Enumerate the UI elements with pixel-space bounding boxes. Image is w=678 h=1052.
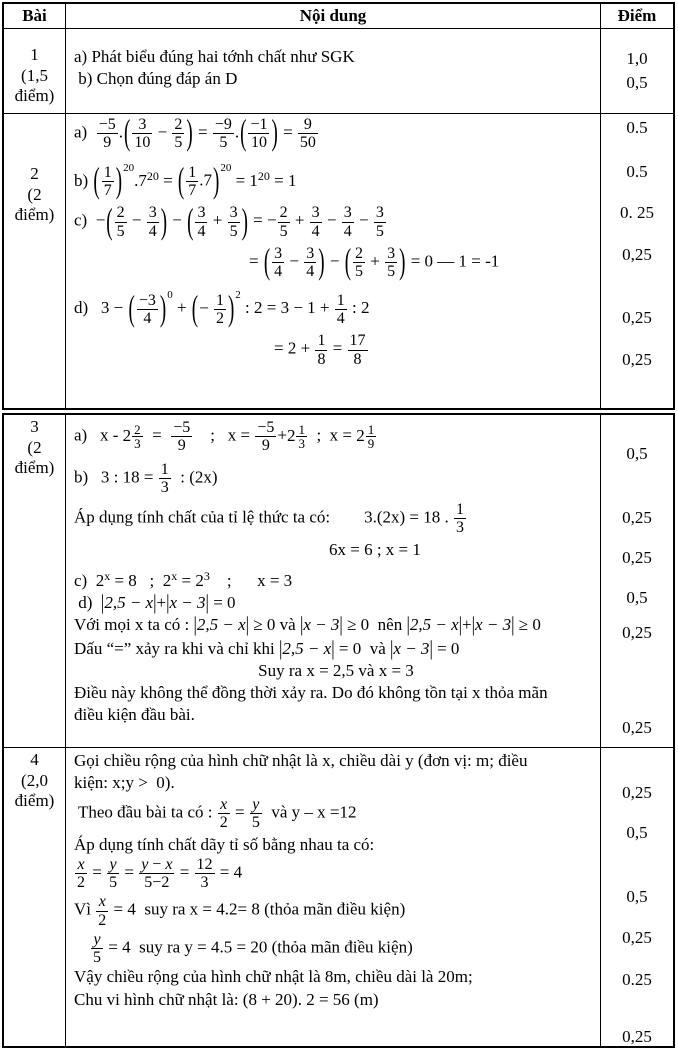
fraction: $\frac{9}{50}$	[299, 116, 316, 152]
math-text: = 0 — 1 = -1	[406, 251, 500, 271]
points-cell	[601, 748, 673, 1046]
fraction: $\frac{2}{3}$	[134, 421, 141, 452]
math-text: = 1	[269, 170, 297, 190]
fraction: $\frac{3}{4}$	[197, 204, 206, 240]
header-cell-diem: Điểm	[617, 6, 657, 25]
score-value: 0,5	[626, 823, 648, 842]
power: $7^{20}$	[138, 168, 159, 190]
abs-value: |2,5 − x|	[406, 612, 463, 637]
math-text: =	[193, 122, 212, 142]
content-line	[74, 461, 598, 497]
score-value: 0.5	[626, 118, 648, 137]
score-value: 0.5	[626, 162, 648, 181]
points-cell	[601, 29, 673, 113]
math-text: Áp dụng tính chất của tỉ lệ thức ta có: 3.(2x) = 18 .	[74, 507, 454, 527]
header-cell-bai: Bài	[4, 4, 66, 28]
math-text: = 4 suy ra y = 4.5 = 20 (thỏa mãn điều kiện)	[104, 937, 413, 957]
math-text: = −	[248, 211, 277, 231]
math-text: .7	[199, 170, 212, 190]
fraction: $\frac{3}{5}$	[375, 204, 384, 240]
abs-value: |2,5 − x|	[193, 612, 250, 637]
abs-value: |x − 3|	[390, 636, 433, 661]
fraction: $\frac{3}{4}$	[306, 244, 315, 281]
score-value: 0,5	[626, 444, 648, 463]
fraction: $\frac{3}{10}$	[134, 116, 151, 152]
math-text: +	[462, 614, 472, 634]
power: $1^{20}$	[249, 168, 270, 190]
paren-group: ( $\frac{-3}{4}$ )	[128, 289, 167, 330]
content-line	[74, 989, 598, 1011]
fraction: $\frac{y - x}{5-2}$	[141, 855, 173, 892]
math-text: a)	[74, 122, 96, 142]
table-row	[4, 415, 673, 747]
exercise-label: 3 (2 điểm)	[14, 417, 55, 478]
content-line	[74, 46, 598, 68]
table-header	[4, 4, 673, 29]
math-text: ; x =	[307, 425, 357, 445]
fraction: $\frac{1}{3}$	[160, 460, 169, 496]
fraction: $\frac{1}{4}$	[336, 291, 345, 328]
content-line	[74, 501, 598, 537]
math-text: +	[172, 298, 191, 318]
score-value: 0,25	[622, 623, 652, 642]
math-text: =	[143, 425, 171, 445]
fraction: $\frac{3}{4}$	[274, 244, 283, 281]
exercise-cell	[4, 29, 66, 113]
fraction: $\frac{-3}{4}$	[138, 291, 156, 328]
math-text: Suy ra x = 2,5 và x = 3	[258, 661, 414, 681]
math-text: Vậy chiều rộng của hình chữ nhật là 8m, chiều dài là 20m;	[74, 967, 473, 987]
math-text: .	[234, 122, 240, 142]
mixed-number: 2 $\frac{1}{3}$	[287, 426, 308, 445]
content-cell	[66, 415, 601, 747]
math-text: −	[322, 211, 341, 231]
fraction: $\frac{3}{4}$	[311, 204, 320, 240]
fraction: $\frac{3}{4}$	[343, 204, 352, 240]
content-line	[74, 893, 598, 929]
exponent: 0	[167, 289, 173, 302]
math-text: = 0	[432, 638, 460, 658]
math-text: +	[366, 251, 385, 271]
paren-group: ( $\frac{2}{5}$ − $\frac{3}{4}$ )	[106, 202, 168, 243]
fraction: $\frac{x}{2}$	[98, 893, 107, 929]
math-text: b) Chọn đúng đáp án D	[74, 69, 238, 89]
math-text: = 0 và	[334, 638, 390, 658]
score-value: 0,25	[622, 783, 652, 802]
points-cell	[601, 415, 673, 747]
score-value: 0,25	[622, 1027, 652, 1046]
math-text: =	[177, 570, 196, 590]
fraction: $\frac{1}{2}$	[215, 291, 224, 328]
score-value: 0,25	[622, 928, 652, 947]
fraction: $\frac{2}{5}$	[116, 204, 125, 240]
content-line	[74, 202, 598, 243]
content-line	[74, 592, 598, 614]
fraction: $\frac{3}{5}$	[387, 244, 396, 281]
math-text: d)	[74, 592, 101, 612]
paren-group: ( $\frac{3}{4}$ + $\frac{3}{5}$ )	[187, 202, 248, 243]
content-line	[74, 856, 598, 892]
fraction: $\frac{17}{8}$	[349, 332, 366, 368]
points-cell	[601, 114, 673, 408]
content-line	[74, 750, 598, 772]
content-line	[74, 660, 598, 682]
math-text: a) x -	[74, 425, 123, 445]
paren-group: ( $\frac{1}{7}$ )	[93, 161, 123, 202]
content-line	[74, 116, 598, 152]
fraction: $\frac{y}{5}$	[93, 930, 101, 967]
exercise-cell	[4, 415, 66, 747]
content-line	[74, 796, 598, 832]
abs-value: |x − 3|	[471, 612, 515, 637]
math-text: b) 3 : 18 =	[74, 467, 158, 487]
content-line	[74, 772, 598, 794]
math-text: +	[290, 211, 309, 231]
answer-table	[2, 2, 675, 1048]
math-text: +	[277, 425, 287, 445]
score-value: 0,25	[622, 548, 652, 567]
paren-group: (− $\frac{1}{2}$ )	[191, 289, 235, 330]
math-text: −	[199, 298, 213, 318]
exercise-label: 2 (2 điểm)	[14, 164, 55, 225]
fraction: $\frac{-5}{9}$	[257, 419, 275, 455]
content-line	[249, 242, 598, 283]
math-text: −	[354, 211, 373, 231]
fraction: $\frac{-9}{5}$	[214, 116, 232, 152]
paren-group: ( $\frac{2}{5}$ + $\frac{3}{5}$ )	[344, 242, 406, 283]
content-line	[74, 704, 598, 726]
content-line	[74, 68, 598, 90]
mixed-number: 2 $\frac{2}{3}$	[123, 426, 144, 445]
power: $2^3$	[195, 568, 210, 590]
math-text: b)	[74, 170, 93, 190]
score-value: 0,25	[622, 508, 652, 527]
abs-value: |2,5 − x|	[279, 636, 335, 661]
score-value: 0,5	[626, 73, 648, 92]
fraction: $\frac{1}{9}$	[367, 421, 375, 452]
math-text: .	[118, 122, 123, 142]
math-text: =	[158, 170, 177, 190]
score-value: 0,5	[626, 887, 648, 906]
fraction: $\frac{x}{2}$	[219, 796, 228, 832]
math-text: Theo đầu bài ta có :	[74, 802, 217, 822]
content-line	[74, 419, 598, 455]
power: 2$^x$	[162, 568, 178, 590]
fraction: $\frac{1}{3}$	[456, 501, 465, 537]
content-line	[274, 332, 598, 368]
math-text: = 4 suy ra x = 4.2= 8 (thỏa mãn điều kiện)	[109, 900, 406, 920]
math-text: .	[134, 170, 139, 190]
math-text: =	[328, 338, 347, 358]
math-text: Vì	[74, 900, 96, 920]
math-text: = 8 ;	[110, 570, 163, 590]
score-value: 1,0	[626, 49, 648, 68]
math-text: Gọi chiều rộng của hình chữ nhật là x, chiều dài y (đơn vị: m; điều	[74, 751, 528, 770]
math-text: : 2	[347, 298, 370, 318]
table-row	[4, 29, 673, 113]
fraction: $\frac{2}{5}$	[355, 244, 364, 281]
math-text: Áp dụng tính chất dãy tỉ số bằng nhau ta có:	[74, 834, 375, 854]
math-text: a) Phát biểu đúng hai tớnh chất như SGK	[74, 47, 355, 66]
math-text: −	[168, 211, 187, 231]
math-text: Dấu “=” xảy ra khi và chỉ khi	[74, 638, 280, 658]
exercise-cell	[4, 114, 66, 408]
table-row	[4, 747, 673, 1046]
math-text: −	[153, 122, 172, 142]
math-text: =	[278, 122, 297, 142]
abs-value: |2,5 − x|	[100, 590, 157, 615]
math-text: −	[325, 251, 344, 271]
fraction: $\frac{2}{5}$	[279, 204, 288, 240]
content-line	[74, 638, 598, 660]
math-text: Điều này không thể đồng thời xảy ra. Do đó không tồn tại x thỏa mãn	[74, 683, 548, 703]
fraction: $\frac{y}{5}$	[109, 855, 118, 892]
math-text: ≥ 0 nên	[342, 614, 407, 634]
math-text: = 0	[208, 592, 236, 612]
exercise-label: 1 (1,5 điểm)	[14, 45, 55, 106]
paren-group: ( $\frac{3}{10}$ − $\frac{2}{5}$ )	[124, 114, 193, 154]
content-cell	[66, 748, 601, 1046]
mixed-number: 2 $\frac{1}{9}$	[356, 426, 377, 445]
math-text: kiện: x;y > 0).	[74, 773, 175, 793]
math-text: =	[88, 862, 107, 882]
math-text: ; x =	[193, 425, 255, 445]
fraction: $\frac{x}{2}$	[77, 855, 85, 892]
math-text: ; x = 3	[209, 570, 293, 590]
fraction: $\frac{1}{7}$	[103, 163, 112, 200]
score-value: 0,5	[626, 588, 648, 607]
header-cell-noidung: Nội dung	[66, 4, 601, 28]
math-text: =	[120, 862, 139, 882]
score-value: 0.25	[622, 970, 652, 989]
paren-group: ( $\frac{3}{4}$ − $\frac{3}{4}$ )	[263, 242, 325, 283]
content-line	[74, 834, 598, 856]
content-cell	[66, 29, 601, 113]
math-text: +	[208, 211, 227, 231]
table-row	[4, 113, 673, 408]
fraction: $\frac{12}{3}$	[196, 855, 213, 892]
math-text: và y – x =12	[262, 802, 357, 822]
score-value: 0,25	[622, 245, 652, 264]
content-line	[90, 931, 598, 967]
math-text: =	[230, 802, 249, 822]
exercise-label: 4 (2,0 điểm)	[14, 750, 55, 811]
fraction: $\frac{3}{4}$	[148, 204, 157, 240]
fraction: $\frac{-5}{9}$	[98, 116, 116, 152]
math-text: c)	[74, 570, 96, 590]
table-section-1	[2, 2, 675, 410]
fraction: $\frac{-1}{10}$	[250, 116, 268, 152]
math-text: +	[156, 592, 167, 612]
score-value: 0,25	[622, 308, 652, 327]
math-text: : (2x)	[171, 467, 218, 487]
math-text: d) 3 −	[74, 298, 128, 318]
math-text: =	[175, 862, 194, 882]
content-line	[74, 966, 598, 988]
math-text: −	[127, 211, 146, 231]
exercise-cell	[4, 748, 66, 1046]
exponent: 2	[235, 289, 241, 302]
fraction: $\frac{1}{3}$	[298, 421, 305, 452]
math-text: : 2 = 3 − 1 +	[240, 298, 334, 318]
math-text: =	[249, 251, 263, 271]
score-value: 0. 25	[620, 203, 654, 222]
math-text: Chu vi hình chữ nhật là: (8 + 20). 2 = 56 (m)	[74, 989, 379, 1009]
content-line	[74, 682, 598, 704]
score-value: 0,25	[622, 718, 652, 737]
math-text: điều kiện đầu bài.	[74, 705, 195, 725]
fraction: $\frac{-5}{9}$	[173, 419, 191, 455]
exponent: 20	[123, 161, 135, 174]
math-text: −	[285, 251, 304, 271]
score-value: 0,25	[622, 350, 652, 369]
fraction: $\frac{y}{5}$	[251, 796, 260, 832]
math-text: c) −	[74, 211, 106, 231]
abs-value: |x − 3|	[299, 612, 343, 637]
table-section-2	[2, 413, 675, 1048]
abs-value: |x − 3|	[166, 590, 209, 615]
math-text: Với mọi x ta có :	[74, 614, 194, 634]
paren-group: ( $\frac{-1}{10}$ )	[240, 114, 278, 154]
exponent: 20	[220, 161, 232, 174]
power: 2$^x$	[95, 568, 111, 590]
math-text: =	[231, 170, 250, 190]
math-text: 6x = 6 ; x = 1	[329, 539, 421, 559]
math-text: ≥ 0 và	[249, 614, 300, 634]
math-text: = 4	[215, 862, 243, 882]
content-line	[74, 288, 598, 330]
fraction: $\frac{3}{5}$	[229, 204, 238, 240]
math-text: = 2 +	[274, 338, 315, 358]
content-line	[74, 161, 598, 200]
fraction: $\frac{1}{8}$	[317, 332, 326, 368]
fraction: $\frac{1}{7}$	[188, 163, 197, 200]
fraction: $\frac{2}{5}$	[174, 116, 183, 152]
content-line	[74, 614, 598, 636]
paren-group: ( $\frac{1}{7}$ .7)	[177, 161, 220, 202]
content-cell	[66, 114, 601, 408]
math-text: ≥ 0	[514, 614, 541, 634]
content-line	[329, 539, 598, 561]
